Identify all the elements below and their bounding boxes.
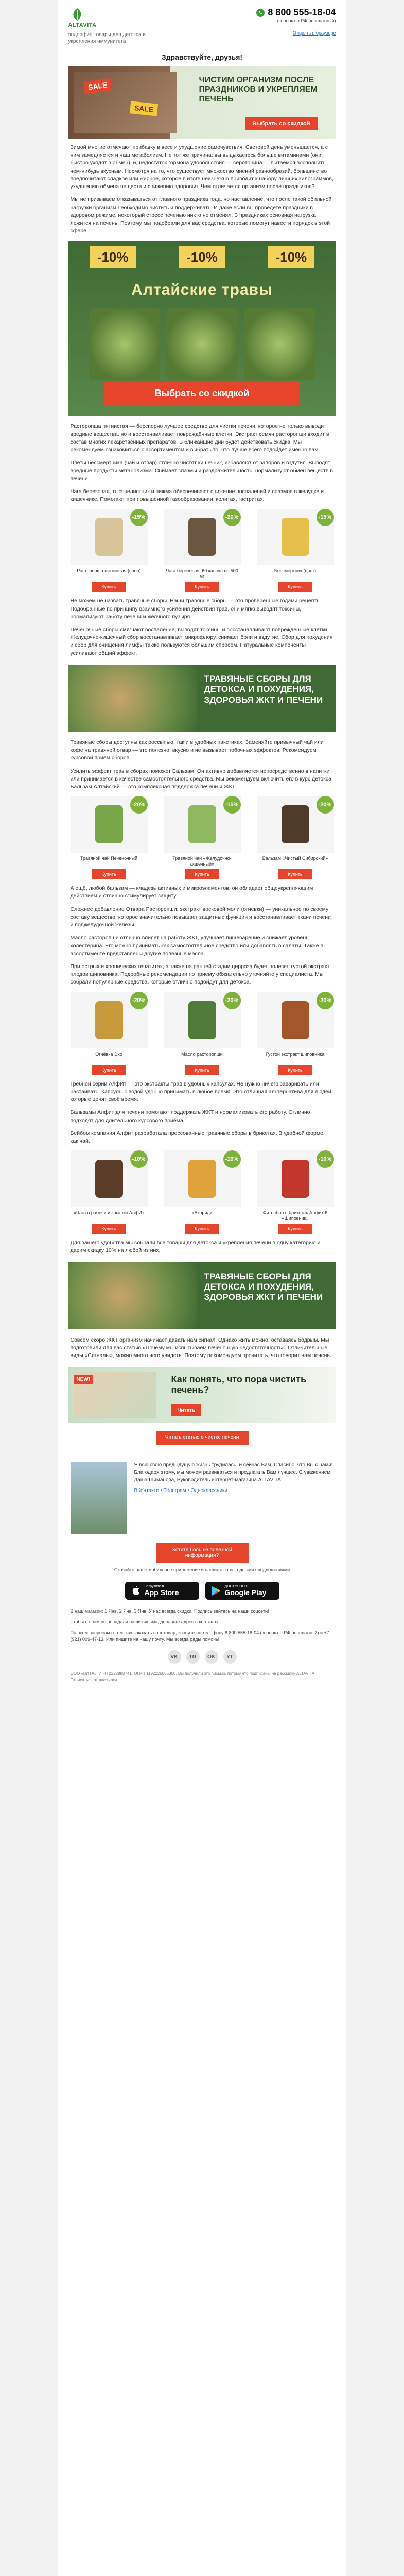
- section-paragraph: Совсем скоро ЖКТ организм начинает давать нам сигнал. Однако жить можно, оставаясь бодрым. Мы подготовили для вас статью «Почему мы испытываем печёночную недостаточность». Отличительные виды «Сигналы», можно много чего увидеть. Поэтому рекомендуем прочитать, что говорит нам печень.: [70, 1336, 331, 1359]
- phone-icon: [256, 9, 265, 17]
- section-paragraph: Масло расторопши отлично влияет на работу ЖКТ, улучшает пищеварение и снижает уровень холестерина. Его можно принимать как самостоятельное средство или добавлять в салаты. Также в ассортименте представлены другие полезные масла.: [70, 935, 324, 957]
- product-card[interactable]: [257, 796, 334, 879]
- signature-block: [71, 1462, 334, 1534]
- new-badge: NEW!: [74, 1375, 94, 1384]
- social-links[interactable]: ВКонтакте • Телеграм • Одноклассники: [134, 1487, 227, 1494]
- article-banner[interactable]: [68, 1367, 336, 1423]
- product-card[interactable]: [164, 796, 241, 879]
- product-card[interactable]: [71, 1150, 148, 1234]
- intro-paragraph: Зимой многие отмечают прибавку в весе и ухудшение самочувствия. Световой день уменьшается, а с ним замедляется и наш метаболизм. Не тот же причина: вы выдыхаетесь больше витаминами (они быстро уходят в обмен), и, недостаток гормона удовольствия — серотонина — пытаемся восполнить чем-нибудь вкусным. Несмотря на то, что существует множество мнений разнообразий, большинство предпочитают сладкое или жирное, которое в итоге неизбежно приводит к набору лишних килограммов, ухудшению обмена веществ и снижению здоровья. Чем отличается организм после праздников?: [70, 144, 333, 190]
- discount-badge: -20%: [130, 992, 148, 1009]
- section-paragraph: Для вашего удобства мы собрали все товары для детокса и укрепления печени в одну категорию и дарим скидку 10% на любой из них.: [70, 1240, 321, 1254]
- legal-text: ООО «ВИТА», ИНН 2222880741, ОГРН 1192225005360. Вы получили это письмо, потому что подписаны на рассылку ALTAVITA. Отписаться от рассылки.: [70, 1671, 316, 1682]
- product-name[interactable]: Травяной чай «Желудочно-кишечный»: [172, 856, 232, 867]
- product-card[interactable]: [164, 1150, 241, 1234]
- app-store-row: [58, 1582, 346, 1600]
- product-name[interactable]: Фитосбор в брикетах Алфит 6 «Шиповник»: [262, 1210, 328, 1221]
- product-row: [71, 509, 334, 592]
- footer-text: В наш магазин: 1 Янв, 2 Янв, 3 Янв. У нас всегда скидки. Подписывайтесь на наши соцсети!: [70, 1608, 269, 1614]
- section-paragraph: При острых и хронических гепатитах, а также на ранней стадии цирроза будет полезен густой экстракт плодов шиповника. Подробные рекомендации по приёму обязательно уточняйте у специалиста. Мы собрали популярные средства, которые отлично подойдут для детокса.: [70, 963, 330, 986]
- banner-title: ТРАВЯНЫЕ СБОРЫ ДЛЯ ДЕТОКСА И ПОХУДЕНИЯ, ЗДОРОВЬЯ ЖКТ И ПЕЧЕНИ: [204, 673, 323, 705]
- phone-number: 8 800 555-18-04: [268, 7, 336, 18]
- product-name[interactable]: Густой экстракт шиповника: [266, 1051, 325, 1057]
- read-article-button[interactable]: Читать статью о чистке печени: [156, 1431, 249, 1445]
- section-paragraph: Бейбом компания Алфит разработала прессованные травяные сборы в брикетах. В удобной форме, как чай.: [70, 1130, 325, 1144]
- herbal-collections-banner[interactable]: [68, 1262, 336, 1329]
- discount-badge: -10%: [130, 1150, 148, 1168]
- product-name[interactable]: Травяной чай Печеночный: [80, 856, 138, 861]
- product-row: [71, 1150, 334, 1234]
- odnoklassniki-icon[interactable]: OK: [205, 1650, 218, 1664]
- product-card[interactable]: [71, 509, 148, 592]
- banner-image: [68, 1262, 197, 1329]
- discount-badge: -10%: [223, 1150, 241, 1168]
- author-photo: [71, 1462, 127, 1534]
- product-image: [71, 992, 148, 1048]
- section-paragraph: Гребной серии АлфИт — это экстракты трав в удобных капсулах. Не нужно ничего заваривать или настаивать. Капсулы с водой удобно принимать в любое время. Это отличная альтернатива для людей, которые ценят своё время.: [70, 1080, 333, 1103]
- section-paragraph: Цветы бессмертника (чай и отвар) отлично чистят кишечник, избавляют от запоров и вздутия. Выводят вредные продукты метаболизма. Снимает спазмы и раздражительность, нормализуют обмен веществ в печени.: [70, 460, 333, 482]
- herbs-image: [89, 308, 315, 380]
- discount-badge: -20%: [130, 796, 148, 814]
- more-info-button[interactable]: Хотите больше полезной информации?: [156, 1543, 249, 1563]
- product-card[interactable]: [71, 796, 148, 879]
- buy-button[interactable]: Купить: [278, 1065, 311, 1075]
- banner-cta-button[interactable]: Выбрать со скидкой: [104, 382, 300, 405]
- email-body: [58, 0, 346, 2576]
- discount-badge: -10%: [317, 1150, 334, 1168]
- product-card[interactable]: [71, 992, 148, 1075]
- discount-badge: -20%: [223, 992, 241, 1009]
- product-name[interactable]: Бальзам «Чистый Сибирский»: [262, 856, 328, 861]
- hero-title: ЧИСТИМ ОРГАНИЗМ ПОСЛЕ ПРАЗДНИКОВ И УКРЕПЛЯЕМ ПЕЧЕНЬ: [199, 76, 318, 104]
- product-image: [164, 1150, 241, 1207]
- buy-button[interactable]: Купить: [185, 1065, 218, 1075]
- discount-badge: -20%: [223, 509, 241, 526]
- tagline: эндорфин товары для детокса и укрепления иммунитета: [68, 32, 146, 44]
- discount-badge: -15%: [317, 509, 334, 526]
- product-image: [71, 796, 148, 853]
- logo-text: ALTAVITA: [68, 22, 97, 28]
- banner-title: ТРАВЯНЫЕ СБОРЫ ДЛЯ ДЕТОКСА И ПОХУДЕНИЯ, ЗДОРОВЬЯ ЖКТ И ПЕЧЕНИ: [204, 1271, 323, 1302]
- product-image: [164, 509, 241, 565]
- section-paragraph: Травяные сборы доступны как россыпью, так и в удобных пакетиках. Заменяйте привычный чай или кофе на травяной отвар — это полезно, вкусно и не вызывает побочных эффектов. Рекомендуем курсовой приём сборов.: [70, 739, 324, 761]
- footer-text: Чтобы в спам не попадали наши письма, добавьте адрес в контакты.: [70, 1619, 220, 1625]
- buy-button[interactable]: Купить: [92, 582, 125, 592]
- leaf-logo-icon: [68, 7, 86, 22]
- discount-badge: -15%: [130, 509, 148, 526]
- product-row: [71, 796, 334, 879]
- phone-link[interactable]: [256, 7, 336, 18]
- product-name[interactable]: «Акорид»: [191, 1210, 213, 1216]
- signature-text: Я всю свою предыдущую жизнь трудилась, и сейчас Вам, Спасибо, что Вы с нами! Благодаря этому, мы можем развиваться и предлагать Вам лучшее. С уважением, Даша Шиманова, Руководитель интернет-магазина ALTAVITA: [134, 1462, 333, 1483]
- altai-herbs-banner[interactable]: [68, 241, 336, 416]
- section-paragraph: Сложнее добавление Отвара Расторопши: экстракт восковой моли (огнёвки) — уникальное по своему составу вещество, которое значительно повышает защитные функции и восстанавливает ткани печени и поджелудочной железы.: [70, 906, 331, 928]
- product-row: [71, 992, 334, 1075]
- product-card[interactable]: [164, 509, 241, 592]
- store-name: Google Play: [224, 1588, 267, 1597]
- buy-button[interactable]: Купить: [278, 869, 311, 879]
- buy-button[interactable]: Купить: [185, 1224, 218, 1234]
- product-image: [257, 796, 334, 853]
- product-name[interactable]: Бессмертник (цвет): [274, 568, 317, 574]
- banner-cta-button[interactable]: Читать: [171, 1404, 202, 1416]
- product-image: [257, 1150, 334, 1207]
- buy-button[interactable]: Купить: [278, 1224, 311, 1234]
- buy-button[interactable]: Купить: [278, 582, 311, 592]
- buy-button[interactable]: Купить: [185, 869, 218, 879]
- banner-title: Алтайские травы: [131, 281, 273, 299]
- sale-tag: SALE: [83, 78, 112, 94]
- social-icons: [58, 1650, 346, 1664]
- buy-button[interactable]: Купить: [92, 1224, 125, 1234]
- section-paragraph: Печеночные сборы смягчают воспаление, выводят токсины и восстанавливают повреждённые клетки. Желудочно-кишечный сбор восстанавливает микрофлору, снимает боли и вздутие. Сбор для похудения и сбор для очищения лимфы также пользуются большим спросом. Натуральные компоненты усиливают общий эффект.: [70, 626, 333, 656]
- discount-tag: -10%: [268, 246, 314, 268]
- google-play-icon: [212, 1586, 221, 1596]
- telegram-icon[interactable]: TG: [186, 1650, 200, 1664]
- greeting: Здравствуйте, друзья!: [161, 53, 243, 61]
- apps-title: Скачайте наше мобильное приложение и следите за выгодными предложениями: [114, 1567, 290, 1573]
- footer-text: По всем вопросам о том, как заказать ваш товар, звоните по телефону 8 800 555-18-04 (звонок по РФ бесплатный) и +7 (921) 009-47-13. Или пишите на нашу почту. Мы всегда рады помочь!: [70, 1630, 329, 1642]
- email-header: [58, 0, 346, 50]
- phone-block: [256, 7, 336, 36]
- product-image: [257, 509, 334, 565]
- open-in-browser-link[interactable]: Открыть в браузере: [292, 30, 336, 36]
- product-image: [164, 992, 241, 1048]
- product-name[interactable]: Масло расторопши: [181, 1051, 223, 1057]
- product-image: [257, 992, 334, 1048]
- discount-badge: -15%: [223, 796, 241, 814]
- sale-tag: SALE: [129, 101, 158, 116]
- section-paragraph: Чага березовая, тысячелистник и пижма обеспечивают снижение воспалений и спазмов в желудке и кишечнике. Помогают при повышенной газообразовании, колитах, гастритах.: [70, 488, 324, 503]
- discount-badge: -20%: [317, 992, 334, 1009]
- banner-image: [68, 665, 197, 732]
- buy-button[interactable]: Купить: [92, 1065, 125, 1075]
- buy-button[interactable]: Купить: [92, 869, 125, 879]
- product-name[interactable]: «Чага в рабоч» и крышки АлфИт: [74, 1210, 144, 1216]
- intro-paragraph: Мы не призываем отказываться от главного праздника года, но наставление, что после такой обильной нагрузки организм необходимо чистить и поддерживать. И даже если вы проведёте праздники в здоровом режиме, некоторый стресс печенью никто не отменял. В праздниках основная нагрузка ложится на печень. Поэтому мы подобрали для вас средства, которые помогут навести порядок в этой сфере.: [70, 196, 332, 234]
- buy-button[interactable]: Купить: [185, 582, 218, 592]
- product-card[interactable]: [164, 992, 241, 1075]
- app-store-button[interactable]: [125, 1582, 199, 1600]
- product-card[interactable]: [257, 1150, 334, 1234]
- section-paragraph: А ещё, любой бальзам — кладезь активных и микроэлементов, он обладает общеукрепляющим действием и отлично стимулирует защиту.: [70, 885, 313, 900]
- section-paragraph: Усилить эффект трав в сборах поможет Бальзам. Он активно добавляется непосредственно в напитки или принимается в качестве самостоятельного средства. Мы рекомендуем включить его в курс детокса. Бальзам Алтайский — это комплексная поддержка печени и ЖКТ.: [70, 768, 333, 790]
- discount-badge: -20%: [317, 796, 334, 814]
- product-image: [71, 1150, 148, 1207]
- apple-icon: [131, 1586, 140, 1596]
- section-paragraph: Расторопша пятнистая — бесспорно лучшее средство для чистки печени, которое не только выводит вредные вещества, но и восстанавливает повреждённые клетки. Экстракт семян расторопши входит в состав многих лекарственных препаратов. В ближайшие дни будет действовать скидка. Мы рекомендуем ознакомиться с ассортиментом и выбрать то, что лучше всего подойдёт именно вам.: [70, 423, 329, 453]
- phone-note: (звонок по РФ бесплатный): [277, 18, 336, 23]
- product-card[interactable]: [257, 992, 334, 1075]
- product-name[interactable]: Расторопша пятнистая (сбор): [77, 568, 141, 574]
- vk-icon[interactable]: VK: [168, 1650, 181, 1664]
- store-name: App Store: [144, 1588, 179, 1597]
- store-caption: ДОСТУПНО В: [224, 1585, 249, 1589]
- product-image: [71, 509, 148, 565]
- hero-banner[interactable]: [68, 66, 336, 139]
- herbal-collections-banner[interactable]: [68, 665, 336, 732]
- logo[interactable]: [68, 7, 171, 28]
- banner-title: Как понять, что пора чистить печень?: [171, 1374, 307, 1395]
- google-play-button[interactable]: [205, 1582, 279, 1600]
- product-name[interactable]: Чага березовая, 60 капсул по 500 мг: [166, 568, 238, 580]
- section-paragraph: Не можем не назвать травяные сборы. Наши травяные сборы — это проверенные годами рецепты. Подобранные по принципу взаимного усиления действия трав, они мягко выводят токсины, нормализуют работу печени и желчного пузыря.: [70, 598, 322, 620]
- product-image: [164, 796, 241, 853]
- product-name[interactable]: Огнёвка Эхо: [95, 1051, 122, 1057]
- discount-tag: -10%: [179, 246, 225, 268]
- store-caption: Загрузите в: [144, 1585, 164, 1589]
- youtube-icon[interactable]: YT: [223, 1650, 237, 1664]
- section-paragraph: Бальзамы Алфит для печени помогают поддержать ЖКТ и нормализовать его работу. Отлично подходят для длительного курсового приёма.: [70, 1109, 310, 1124]
- hero-cta-button[interactable]: Выбрать со скидкой: [245, 117, 317, 130]
- discount-tag: -10%: [90, 246, 136, 268]
- product-card[interactable]: [257, 509, 334, 592]
